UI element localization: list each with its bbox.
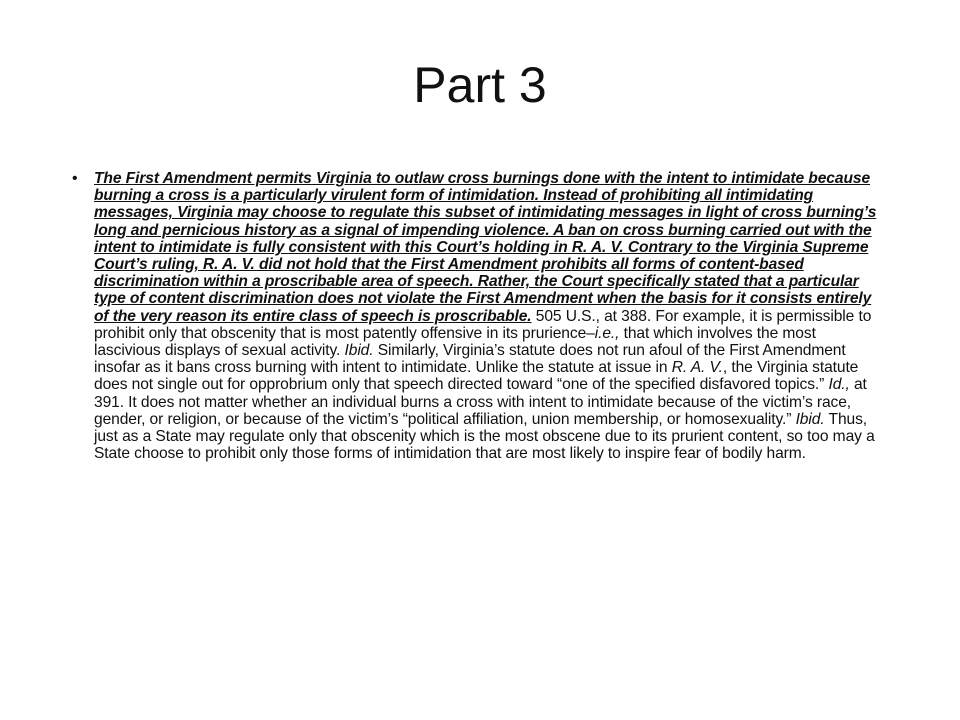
body-text: at 391. It does not matter whether an individual burns a cross with intent to intimidate because of the victim’s race, gender, or religion, or because of the victim’s “political affiliation, union membership, or homosexuality.”: [94, 376, 867, 428]
italic-ibid: Ibid.: [344, 342, 374, 360]
body-paragraph: [94, 170, 880, 462]
italic-case-name: R. A. V.: [671, 359, 723, 377]
italic-ibid: Ibid.: [795, 410, 825, 428]
bullet-item: [72, 170, 880, 462]
italic-ie: i.e.,: [594, 324, 620, 342]
bullet-icon: •: [72, 170, 78, 187]
body-text: Thus, just as a State may regulate only that obscenity which is the most obscene due to its prurient content, so too may a State choose to prohibit only those forms of intimidation that are most likely to inspire fear of bodily harm.: [94, 410, 875, 463]
body-text: , the Virginia statute does not single out for opprobrium only that speech directed toward “one of the specified disfavored topics.”: [94, 359, 859, 394]
slide-title: Part 3: [413, 57, 547, 113]
slide-body: [72, 170, 880, 462]
emphasized-holding-text: The First Amendment permits Virginia to outlaw cross burnings done with the intent to intimidate because burning a cross is a particularly virulent form of intimidation. Instead of prohibiting all intimidating messages, Virginia may choose to regulate this subset of intimidating messages in light of cross burning’s long and pernicious history as a signal of impending violence. A ban on cross burning carried out with the intent to intimidate is fully consistent with this Court’s holding in R. A. V. Contrary to the Virginia Supreme Court’s ruling, R. A. V. did not hold that the First Amendment prohibits all forms of content-based discrimination within a proscribable area of speech. Rather, the Court specifically stated that a particular type of content discrimination does not violate the First Amendment when the basis for it consists entirely of the very reason its entire class of speech is proscribable.: [94, 170, 877, 325]
italic-id: Id.,: [828, 376, 850, 394]
body-text: that which involves the most lascivious displays of sexual activity.: [94, 324, 816, 360]
body-text: Similarly, Virginia’s statute does not run afoul of the First Amendment insofar as it bans cross burning with intent to intimidate. Unlike the statute at issue in: [94, 342, 846, 377]
citation-text: 505 U.S., at 388. For example, it is permissible to prohibit only that obscenity that is most patently offensive in its prurience–: [94, 307, 872, 342]
